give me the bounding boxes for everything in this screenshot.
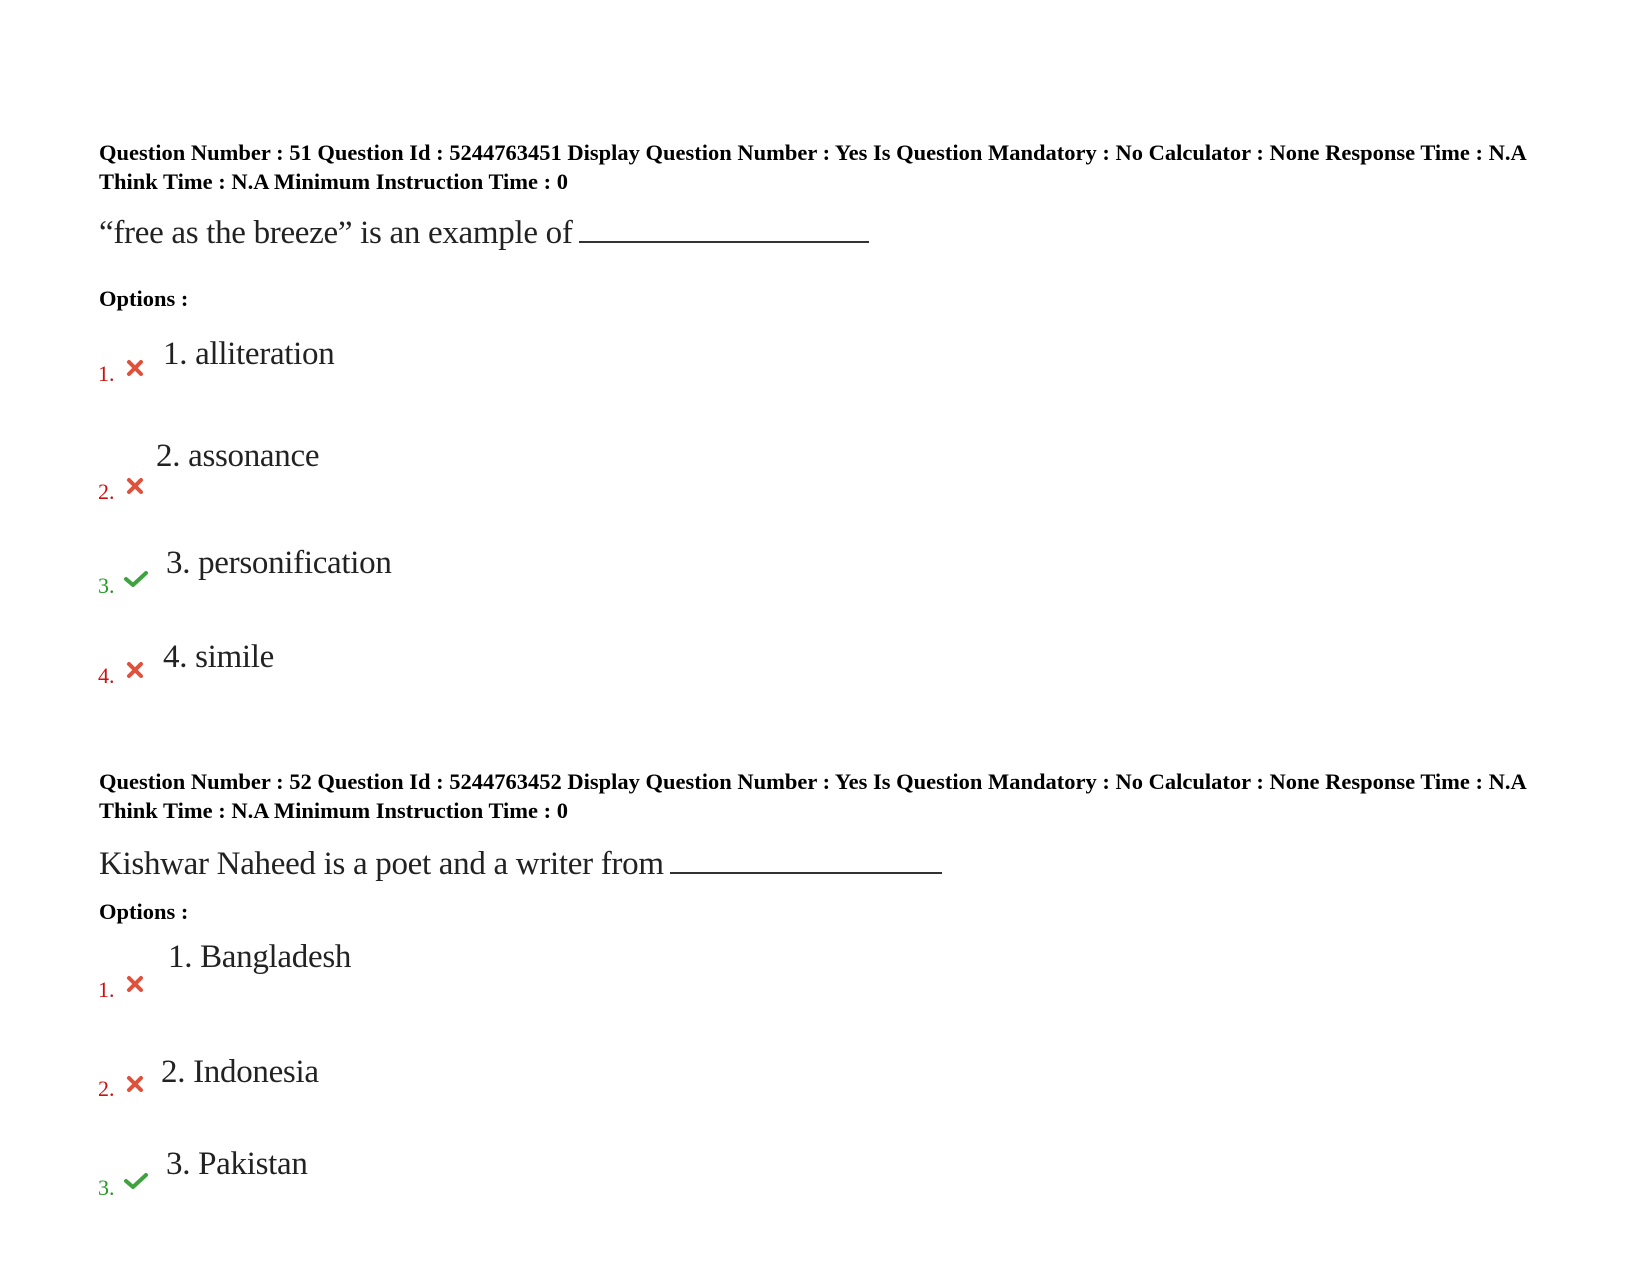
option-text: 3. personification [166, 545, 392, 581]
option-text: 2. assonance [156, 438, 320, 474]
question-text-body: Kishwar Naheed is a poet and a writer from [99, 846, 664, 882]
option-number: 2. [98, 479, 115, 504]
option-text: 2. Indonesia [161, 1054, 319, 1090]
option-number: 4. [98, 663, 115, 688]
check-icon [124, 1172, 148, 1190]
question-text [99, 842, 942, 884]
cross-icon [126, 477, 144, 495]
cross-icon [126, 975, 144, 993]
option-text: 3. Pakistan [166, 1146, 308, 1182]
option-text: 4. simile [163, 639, 274, 675]
question-text [99, 211, 869, 253]
option-number: 1. [98, 361, 115, 386]
question-meta: Question Number : 51 Question Id : 5244763451 Display Question Number : Yes Is Question Mandatory : No Calculator : None Response Time : N.A Think Time : N.A Minimum Instruction Time : 0 [99, 140, 1526, 194]
answer-blank [670, 842, 942, 874]
question-meta: Question Number : 52 Question Id : 5244763452 Display Question Number : Yes Is Question Mandatory : No Calculator : None Response Time : N.A Think Time : N.A Minimum Instruction Time : 0 [99, 769, 1526, 823]
question-text-body: “free as the breeze” is an example of [99, 215, 573, 251]
answer-blank [579, 211, 869, 243]
options-label: Options : [99, 286, 189, 311]
cross-icon [126, 359, 144, 377]
option-number: 3. [98, 573, 115, 598]
option-number: 1. [98, 977, 115, 1002]
option-number: 3. [98, 1175, 115, 1200]
cross-icon [126, 1075, 144, 1093]
option-number: 2. [98, 1076, 115, 1101]
option-text: 1. alliteration [163, 336, 335, 372]
options-label: Options : [99, 899, 189, 924]
option-text: 1. Bangladesh [168, 939, 352, 975]
cross-icon [126, 661, 144, 679]
check-icon [124, 570, 148, 588]
